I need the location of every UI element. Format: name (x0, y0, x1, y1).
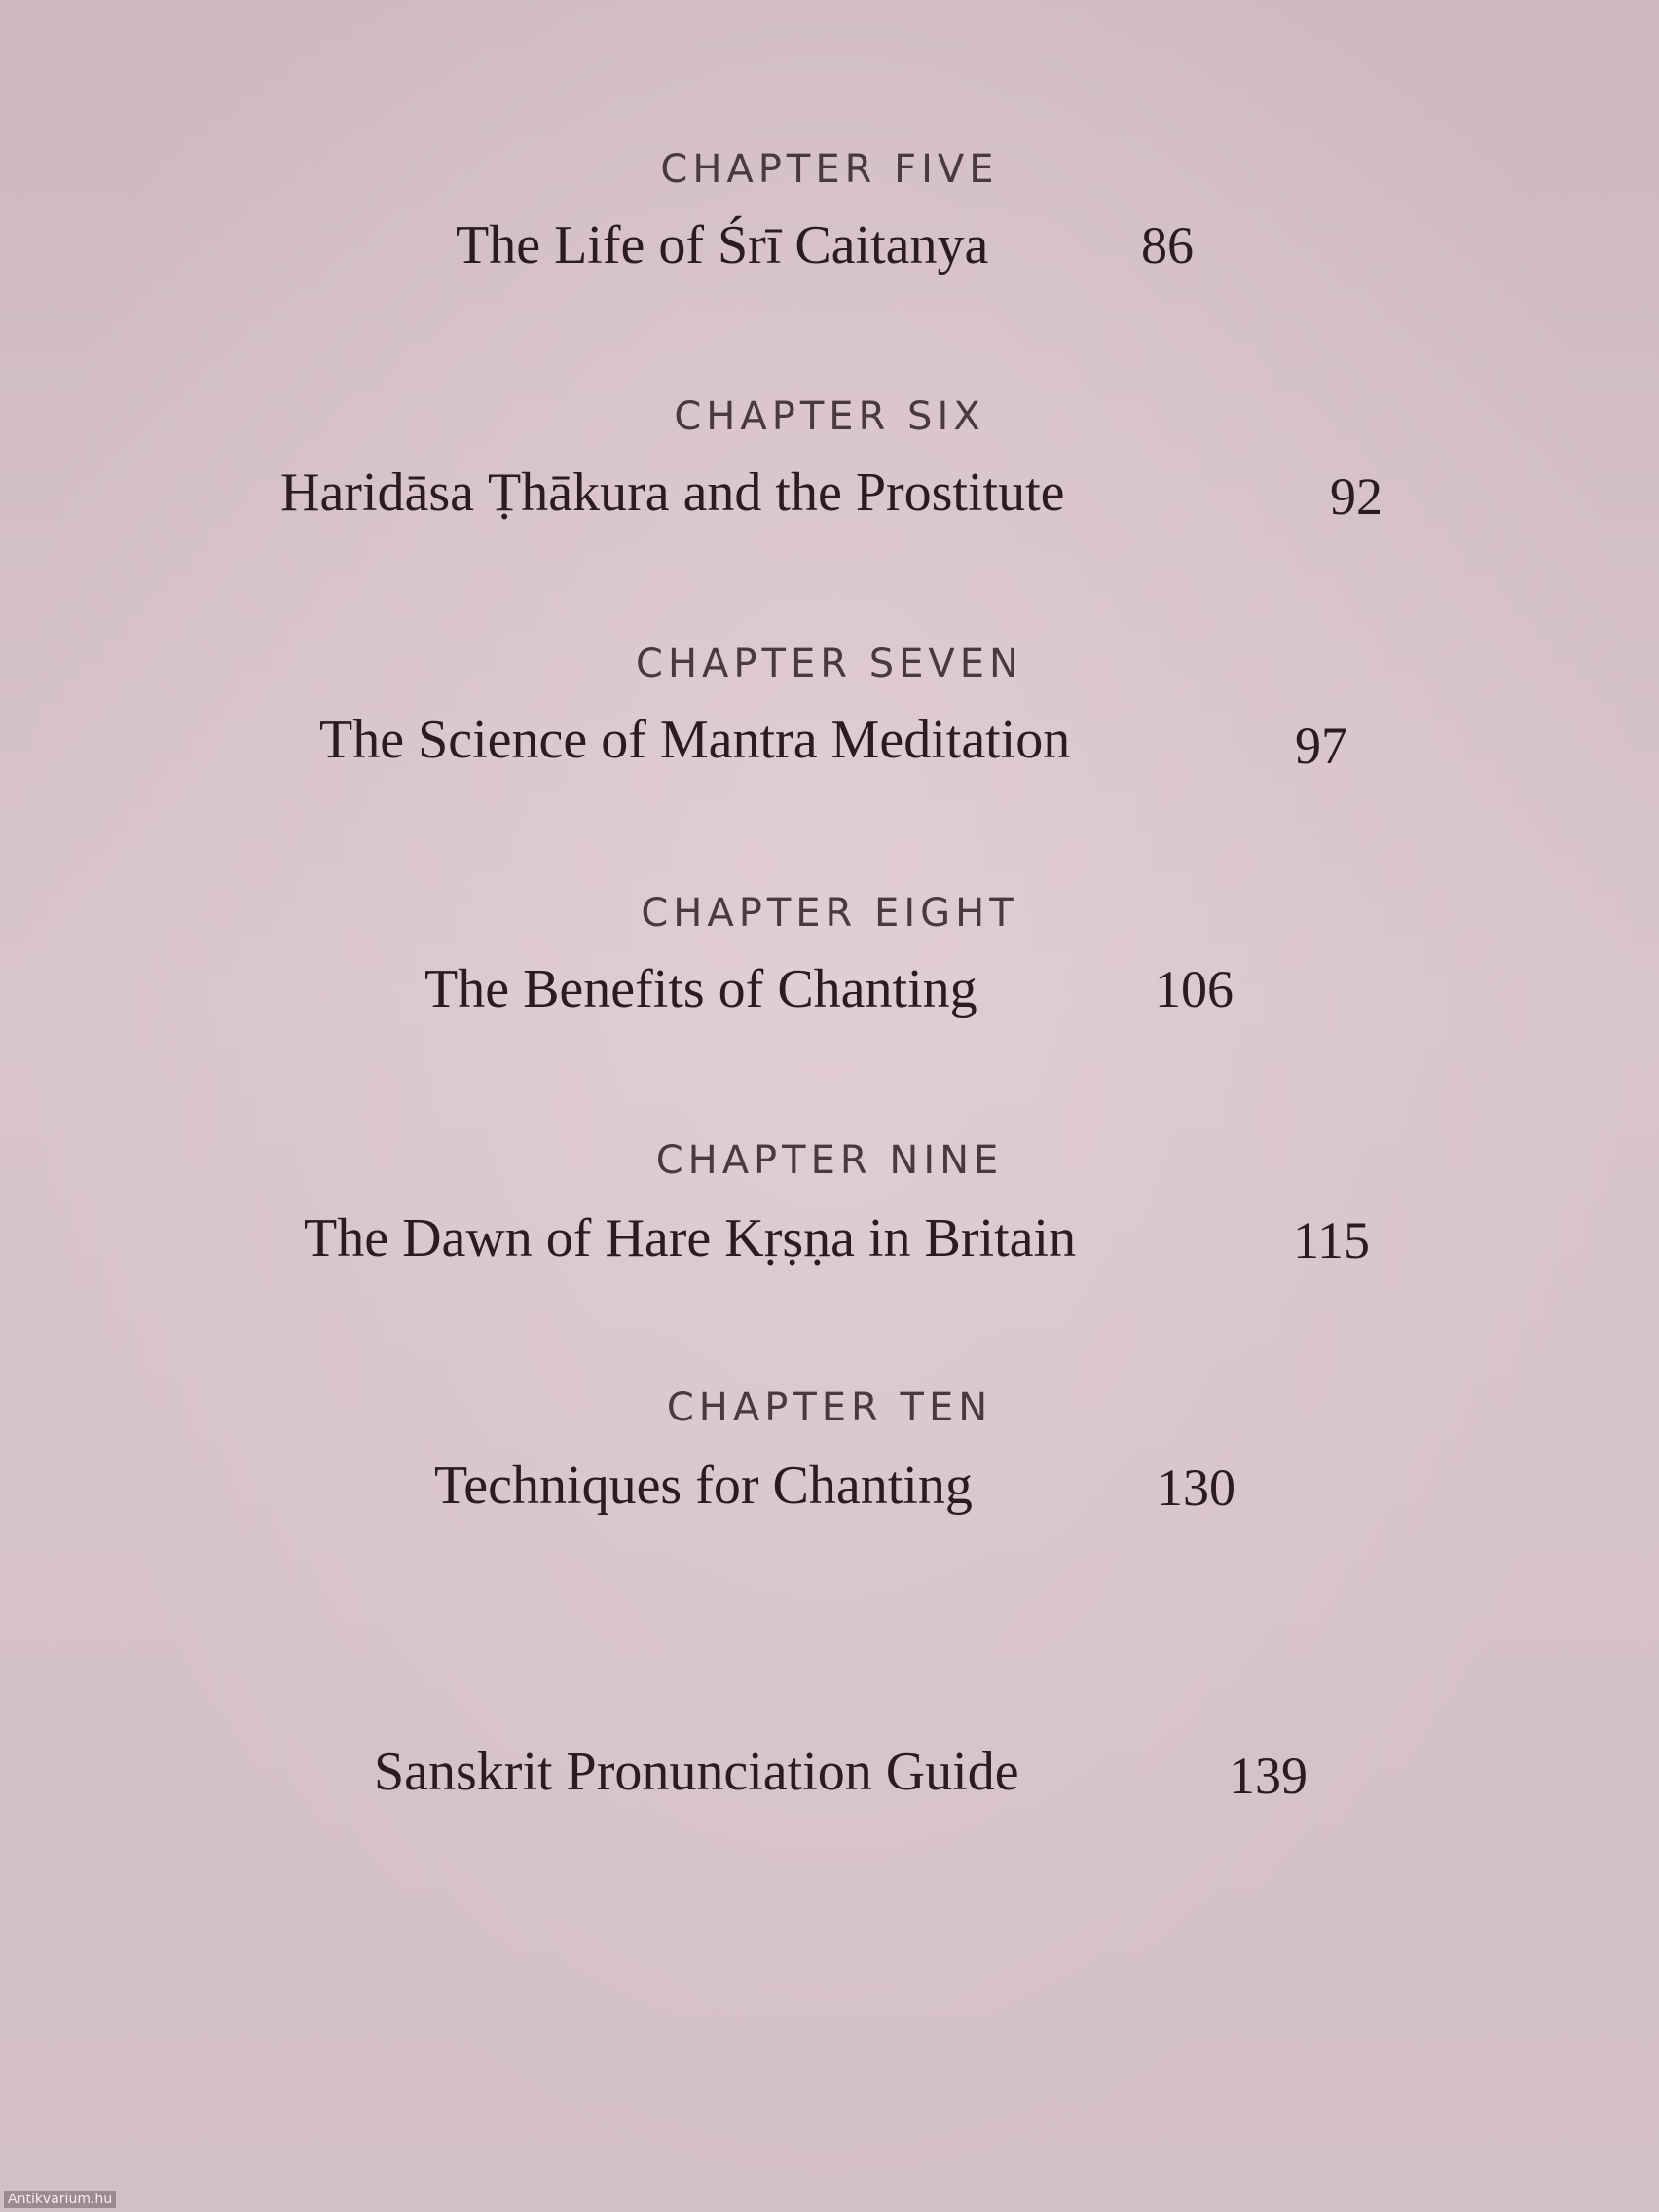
chapter-title: The Science of Mantra Meditation (319, 710, 1071, 770)
toc-entry-chapter-eight (0, 890, 1659, 937)
chapter-title: Techniques for Chanting (434, 1456, 973, 1516)
page-number: 86 (1141, 216, 1194, 275)
toc-entry-chapter-nine (0, 1137, 1659, 1184)
chapter-label: CHAPTER FIVE (660, 147, 999, 192)
page-number: 139 (1229, 1747, 1308, 1805)
chapter-title: The Dawn of Hare Kṛṣṇa in Britain (304, 1208, 1077, 1269)
page-number: 106 (1155, 960, 1234, 1018)
chapter-label: CHAPTER SEVEN (636, 642, 1023, 686)
chapter-label: CHAPTER EIGHT (641, 891, 1018, 936)
toc-entry-chapter-six (0, 393, 1659, 440)
toc-entry-chapter-ten (0, 1384, 1659, 1431)
chapter-label: CHAPTER NINE (655, 1138, 1004, 1183)
appendix-title: Sanskrit Pronunciation Guide (374, 1742, 1019, 1802)
toc-entry-chapter-five (0, 146, 1659, 193)
page-number: 115 (1293, 1211, 1370, 1270)
page-number: 97 (1295, 717, 1347, 775)
chapter-label: CHAPTER SIX (674, 394, 985, 439)
chapter-label: CHAPTER TEN (666, 1385, 993, 1430)
page-number: 92 (1330, 467, 1382, 526)
chapter-title: The Life of Śrī Caitanya (456, 215, 989, 276)
chapter-title: The Benefits of Chanting (424, 959, 977, 1019)
chapter-title: Haridāsa Ṭhākura and the Prostitute (280, 462, 1065, 523)
watermark: Antikvarium.hu (4, 2191, 116, 2208)
page-number: 130 (1157, 1458, 1235, 1517)
toc-entry-chapter-seven (0, 641, 1659, 687)
